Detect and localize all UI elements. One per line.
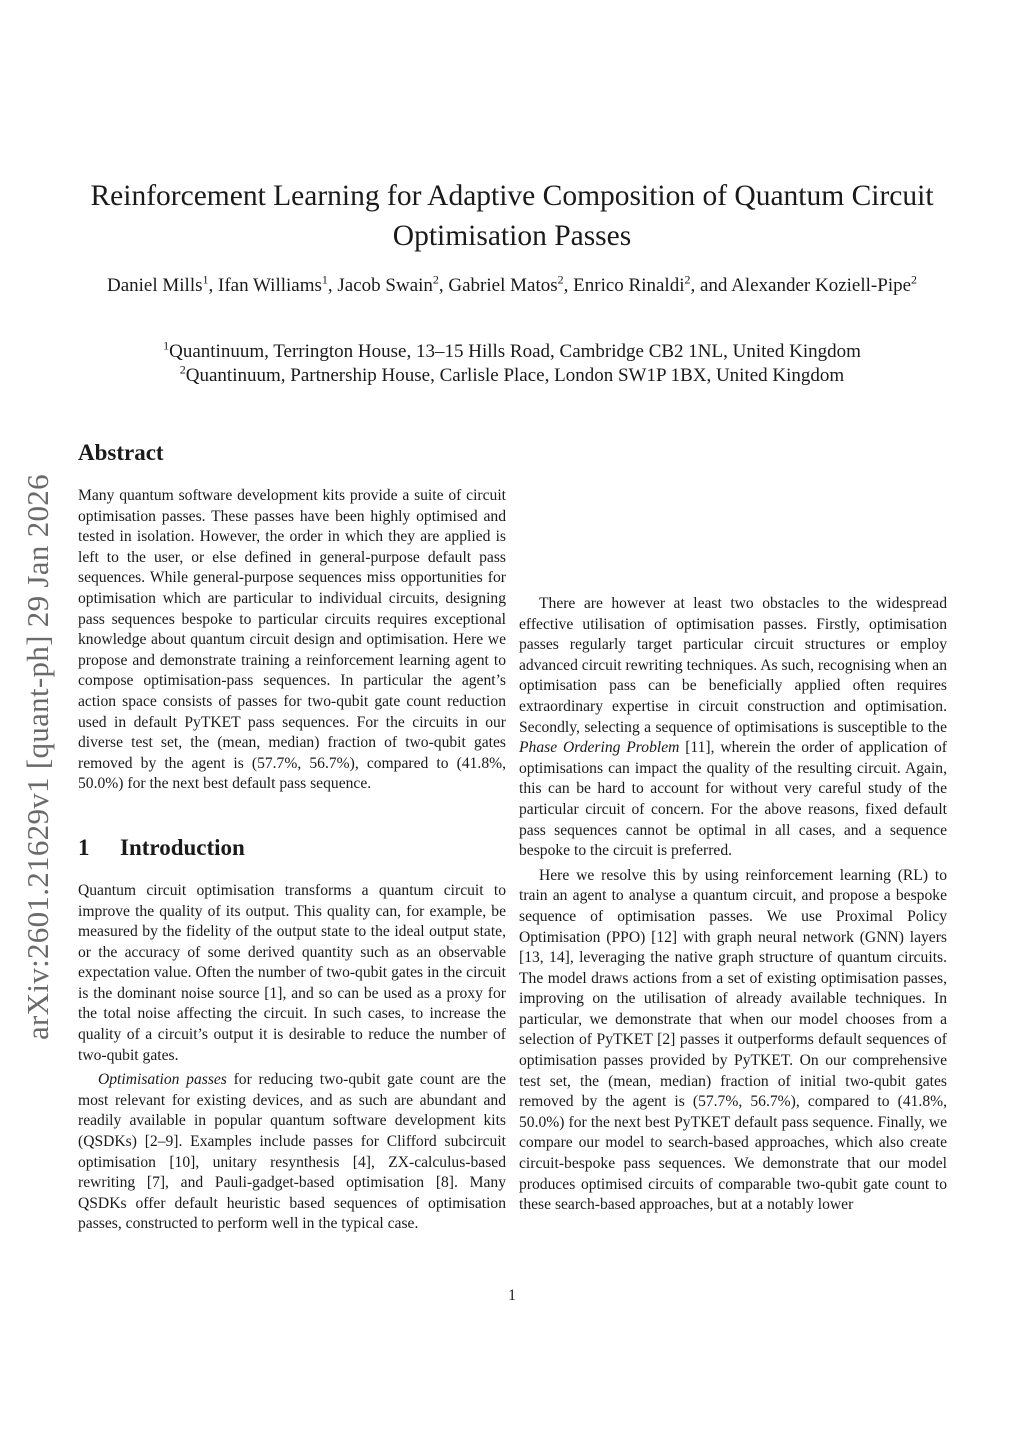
author-affiliation-mark: 2 xyxy=(432,272,439,287)
section-title: Introduction xyxy=(120,834,245,860)
affiliation-list xyxy=(60,340,964,388)
paragraph-text: There are however at least two obstacles to the widespread effective utilisation of optimisation passes. Firstly, optimisation passes regularly target particular circuit structures or employ advanced circuit rewriting techniques. As such, recognising when an optimisation pass can be beneficially applied often requires extraordinary expertise in circuit construction and optimisation. Secondly, selecting a sequence of optimisations is susceptible to the xyxy=(519,595,947,736)
author-affiliation-mark: 2 xyxy=(911,272,918,287)
abstract-text: Many quantum software development kits provide a suite of circuit optimisation passes. These passes have been highly optimised and tested in isolation. However, the order in which they are applied is left to the user, or else defined in general-purpose default pass sequences. While general-purpose sequences miss opportunities for optimisation which are particular to individual circuits, designing pass sequences bespoke to particular circuits requires exceptional knowledge about quantum circuit design and optimisation. Here we propose and demonstrate training a reinforcement learning agent to compose optimisation-pass sequences. In particular the agent’s action space consists of passes for two-qubit gate count reduction used in default PyTKET pass sequences. For the circuits in our diverse test set, the (mean, median) fraction of two-qubit gates removed by the agent is (57.7%, 56.7%), compared to (41.8%, 50.0%) for the next best default pass sequence. xyxy=(78,487,506,793)
emphasis-text: Phase Ordering Problem xyxy=(519,739,680,757)
intro-paragraph-1: Quantum circuit optimisation transforms a quantum circuit to improve the quality of its output. This quality can, for example, be measured by the fidelity of the output state to the ideal output state, or the accuracy of some derived quantity such as an observable expectation value. Often the number of two-qubit gates in the circuit is the dominant noise source [1], and so can be used as a proxy for the total noise affecting the circuit. In such cases, to increase the quality of a circuit’s output it is desirable to reduce the number of two-qubit gates. xyxy=(78,881,506,1064)
author-separator: , xyxy=(327,275,338,296)
author: Enrico Rinaldi xyxy=(573,275,685,296)
emphasis-text: Optimisation passes xyxy=(98,1071,227,1089)
author-affiliation-mark: 2 xyxy=(684,272,691,287)
section-number: 1 xyxy=(78,834,90,860)
author-separator: , and xyxy=(690,275,732,296)
author-affiliation-mark: 2 xyxy=(557,272,564,287)
affiliation-text: Quantinuum, Partnership House, Carlisle Place, London SW1P 1BX, United Kingdom xyxy=(185,365,845,386)
arxiv-identifier[interactable]: arXiv:2601.21629v1 [quant-ph] 29 Jan 2026 xyxy=(20,474,55,1040)
author-separator: , xyxy=(563,275,574,296)
author: Alexander Koziell-Pipe xyxy=(731,275,912,296)
intro-paragraph-2 xyxy=(78,1070,506,1235)
affiliation xyxy=(60,340,964,364)
introduction-heading xyxy=(78,833,506,863)
right-column xyxy=(519,448,947,1216)
affiliation-text: Quantinuum, Terrington House, 13–15 Hills Road, Cambridge CB2 1NL, United Kingdom xyxy=(169,341,861,362)
author: Daniel Mills xyxy=(106,275,203,296)
author-affiliation-mark: 1 xyxy=(321,272,328,287)
author-affiliation-mark: 1 xyxy=(202,272,209,287)
affiliation-number: 1 xyxy=(163,338,170,353)
author-list xyxy=(60,274,964,298)
left-column xyxy=(78,438,506,1235)
paragraph-text: for reducing two-qubit gate count are the most relevant for existing devices, and as such are abundant and readily available in popular quantum software development kits (QSDKs) [2–9]. Examples include passes for Clifford subcircuit optimisation [10], unitary resynthesis [4], ZX-calculus-based rewriting [7], and Pauli-gadget-based optimisation [8]. Many QSDKs offer default heuristic based sequences of optimisation passes, constructed to perform well in the typical case. xyxy=(78,1071,507,1233)
intro-paragraph-4: Here we resolve this by using reinforcement learning (RL) to train an agent to analyse a quantum circuit, and propose a bespoke sequence of optimisation passes. We use Proximal Policy Optimisation (PPO) [12] with graph neural network (GNN) layers [13, 14], leveraging the native graph structure of quantum circuits. The model draws actions from a set of existing optimisation passes, improving on the utilisation of already available techniques. In particular, we demonstrate that when our model chooses from a selection of PyTKET [2] passes it outperforms default sequences of optimisation passes provided by PyTKET. On our comprehensive test set, the (mean, median) fraction of initial two-qubit gates removed by the agent is (57.7%, 56.7%), compared to (41.8%, 50.0%) for the next best PyTKET default pass sequence. Finally, we compare our model to search-based approaches, which also create circuit-bespoke pass sequences. We demonstrate that our model produces optimised circuits of comparable two-qubit gate count to these search-based approaches, but at a notably lower xyxy=(519,866,947,1214)
paragraph-text: [11], wherein the order of application of optimisations can impact the quality of the resulting circuit. Again, this can be hard to account for without very careful study of the particular circuit of concern. For the above reasons, fixed default pass sequences cannot be optimal in all cases, and a sequence bespoke to the circuit is preferred. xyxy=(519,739,947,860)
author-separator: , xyxy=(438,275,449,296)
author-separator: , xyxy=(208,275,218,296)
author: Ifan Williams xyxy=(218,275,322,296)
intro-paragraph-3 xyxy=(519,594,947,862)
abstract-heading: Abstract xyxy=(78,440,164,465)
affiliation xyxy=(60,364,964,388)
author: Jacob Swain xyxy=(337,275,433,296)
page-number: 1 xyxy=(508,1287,516,1304)
author: Gabriel Matos xyxy=(448,275,558,296)
affiliation-number: 2 xyxy=(179,362,186,377)
paper-title: Reinforcement Learning for Adaptive Composition of Quantum Circuit Optimisation Passes xyxy=(90,180,934,252)
